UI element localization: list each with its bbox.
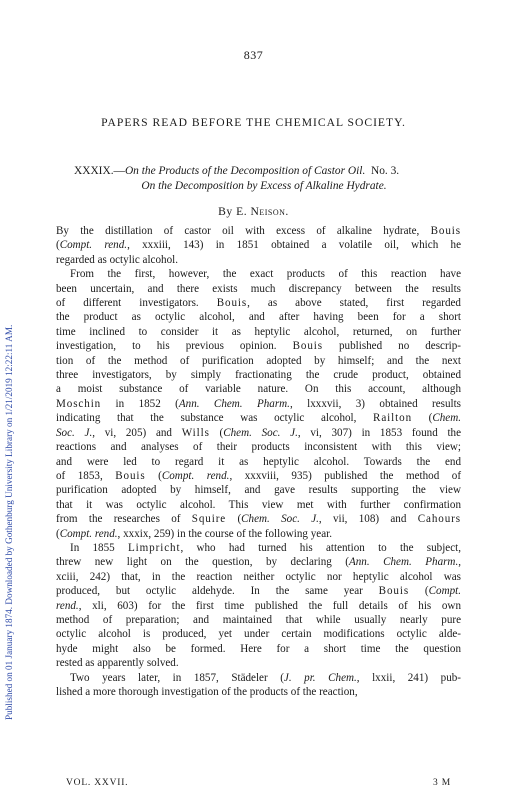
text-run: from the researches of (56, 513, 192, 526)
article-title-part-2: On the Decomposition by Excess of Alkaline Hydrate. (141, 180, 387, 192)
text-run: , xxxviii, 935) published the method of (229, 469, 462, 482)
body-line (56, 382, 461, 396)
body-line (56, 656, 461, 670)
page-number: 837 (243, 48, 264, 62)
citation-title: Chem. Soc. J. (241, 513, 319, 526)
author-citation: Cahours (417, 513, 461, 526)
body-line (56, 296, 461, 310)
author-citation: Wills (181, 426, 210, 439)
body-line (56, 253, 461, 267)
body-line (56, 354, 461, 368)
body-line (56, 685, 461, 699)
text-run: , lxxii, 241) pub- (356, 671, 461, 684)
text-run: octylic alcohol is produced, yet under certain modifications octylic alde- (56, 628, 461, 641)
author-citation: Moschin (56, 397, 102, 410)
text-run: Two years later, in 1857, Städeler ( (70, 671, 284, 684)
text-run: tion of the method of purification adopted by himself; and the next (56, 354, 461, 367)
text-run: threw new light on the question, by declaring ( (56, 556, 349, 569)
text-run: lished a more thorough investigation of the products of the reaction, (56, 686, 358, 698)
text-run: , as above stated, first regarded (247, 297, 461, 310)
body-line (56, 469, 461, 483)
body-line (56, 310, 461, 324)
text-run: ( (409, 585, 429, 598)
body-line (56, 584, 461, 598)
body-line (56, 282, 461, 296)
article-label: XXXIX.— (74, 165, 125, 177)
article-title-part-1: On the Products of the Decomposition of Castor Oil. (124, 165, 366, 177)
body-line (56, 671, 461, 685)
text-run: method of preparation; and maintained that while usually nearly pure (56, 613, 461, 626)
citation-title: J. pr. Chem. (283, 671, 357, 684)
text-run: ( (145, 469, 162, 482)
text-run: indicating that the substance was octylic alcohol, (56, 412, 374, 425)
text-run: , lxxxvii, 3) obtained results (289, 397, 461, 410)
article-body (56, 224, 461, 699)
author-citation: Limpricht (127, 541, 181, 554)
text-run: and were led to regard it as heptylic alcohol. Towards the end (56, 455, 461, 468)
body-line (56, 368, 461, 382)
citation-title: Soc. J. (56, 426, 93, 439)
citation-title: Compt. rend. (59, 527, 118, 540)
citation-title: Chem. (432, 412, 462, 425)
author-citation: Squire (191, 513, 227, 526)
body-line (56, 238, 461, 252)
body-line (56, 397, 461, 411)
body-line (56, 512, 461, 526)
author-line (0, 205, 507, 218)
text-run: , xxxix, 259) in the course of the following year. (117, 527, 332, 540)
text-run: xciii, 242) that, in the reaction neither octylic nor heptylic alcohol was (56, 570, 461, 583)
body-line (56, 642, 461, 656)
author-prefix: By (218, 205, 233, 218)
text-run: produced, but octylic aldehyde. In the same year (56, 585, 379, 598)
article-number: No. 3. (371, 165, 400, 177)
citation-title: Chem. Soc. J. (223, 426, 298, 439)
body-line (56, 339, 461, 353)
text-run: time inclined to consider it as heptylic alcohol, returned, on further (56, 325, 461, 338)
text-run: a moist substance of variable nature. On this account, although (56, 383, 461, 396)
text-run: purification adopted by himself, and gave results supporting the view (56, 484, 461, 497)
download-watermark (0, 40, 22, 760)
text-run: of different investigators. (56, 297, 217, 310)
text-run: ( (56, 527, 60, 540)
text-run: ( (226, 513, 242, 526)
text-run: reactions and analyses of their products inconsistent with this view; (56, 441, 461, 454)
text-run: in 1852 ( (101, 397, 179, 410)
text-run: regarded as octylic alcohol. (56, 253, 178, 266)
download-watermark-text: Published on 01 January 1874. Downloaded by Gothenburg University Library on 1/21/2019 12:22:11 AM. (4, 324, 14, 720)
citation-title: Ann. Chem. Pharm. (348, 556, 459, 569)
text-run: the product as octylic alcohol, and after having been for a short (56, 311, 461, 324)
text-run: , vii, 108) and (318, 513, 418, 526)
body-line (56, 455, 461, 469)
citation-title: Compt. rend. (59, 239, 128, 252)
author-citation: Railton (373, 412, 413, 425)
text-run: ( (209, 426, 224, 439)
author-name: E. Neison. (236, 205, 289, 218)
body-line (56, 267, 461, 281)
text-run: published no descrip- (323, 340, 461, 353)
body-line (56, 411, 461, 425)
article-title (74, 164, 454, 194)
text-run: investigation, to his previous opinion. (56, 340, 293, 353)
body-line (56, 570, 461, 584)
running-heading: PAPERS READ BEFORE THE CHEMICAL SOCIETY. (101, 116, 406, 129)
text-run: , vi, 205) and (92, 426, 182, 439)
text-run: hyde might also be formed. Here for a short time the question (56, 642, 461, 655)
text-run: of 1853, (56, 469, 116, 482)
text-run: , xxxiii, 143) in 1851 obtained a volatile oil, which he (127, 239, 461, 252)
text-run: From the first, however, the exact products of this reaction have (70, 268, 461, 281)
body-line (56, 541, 461, 555)
citation-title: Compt. rend. (161, 469, 230, 482)
text-run: In 1855 (70, 541, 128, 554)
body-line (56, 325, 461, 339)
text-run: , vi, 307) in 1853 found the (297, 426, 462, 439)
text-run: three investigators, by simply fractionating the crude product, obtained (56, 369, 461, 382)
body-line (56, 440, 461, 454)
body-line (56, 527, 461, 541)
author-citation: Bouis (292, 340, 323, 353)
text-run: ( (56, 239, 60, 252)
body-line (56, 224, 461, 238)
text-run: , (458, 556, 461, 569)
author-citation: Bouis (378, 585, 410, 598)
volume-label: VOL. XXVII. (66, 778, 129, 788)
body-line (56, 483, 461, 497)
citation-title: rend. (56, 599, 79, 612)
author-citation: Bouis (115, 469, 146, 482)
author-citation: Bouis (216, 297, 248, 310)
citation-title: Compt. (428, 585, 461, 598)
text-run: rested as apparently solved. (56, 657, 179, 670)
body-line (56, 613, 461, 627)
text-run: been uncertain, and there exists much discrepancy between the results (56, 282, 461, 295)
signature-mark: 3 M (433, 778, 451, 788)
body-line (56, 555, 461, 569)
text-run: ( (412, 412, 433, 425)
author-citation: Bouis (430, 225, 461, 237)
page-footer (66, 778, 451, 788)
text-run: , xli, 603) for the first time published the full details of his own (78, 599, 461, 612)
body-line (56, 599, 461, 613)
text-run: , who had turned his attention to the subject, (180, 541, 461, 554)
text-run: that it was octylic alcohol. This view met with further confirmation (56, 498, 461, 511)
article-title-line-1 (74, 164, 454, 179)
body-line (56, 498, 461, 512)
text-run: By the distillation of castor oil with excess of alkaline hydrate, (56, 225, 431, 237)
citation-title: Ann. Chem. Pharm. (178, 397, 290, 410)
body-line (56, 627, 461, 641)
body-line (56, 426, 461, 440)
